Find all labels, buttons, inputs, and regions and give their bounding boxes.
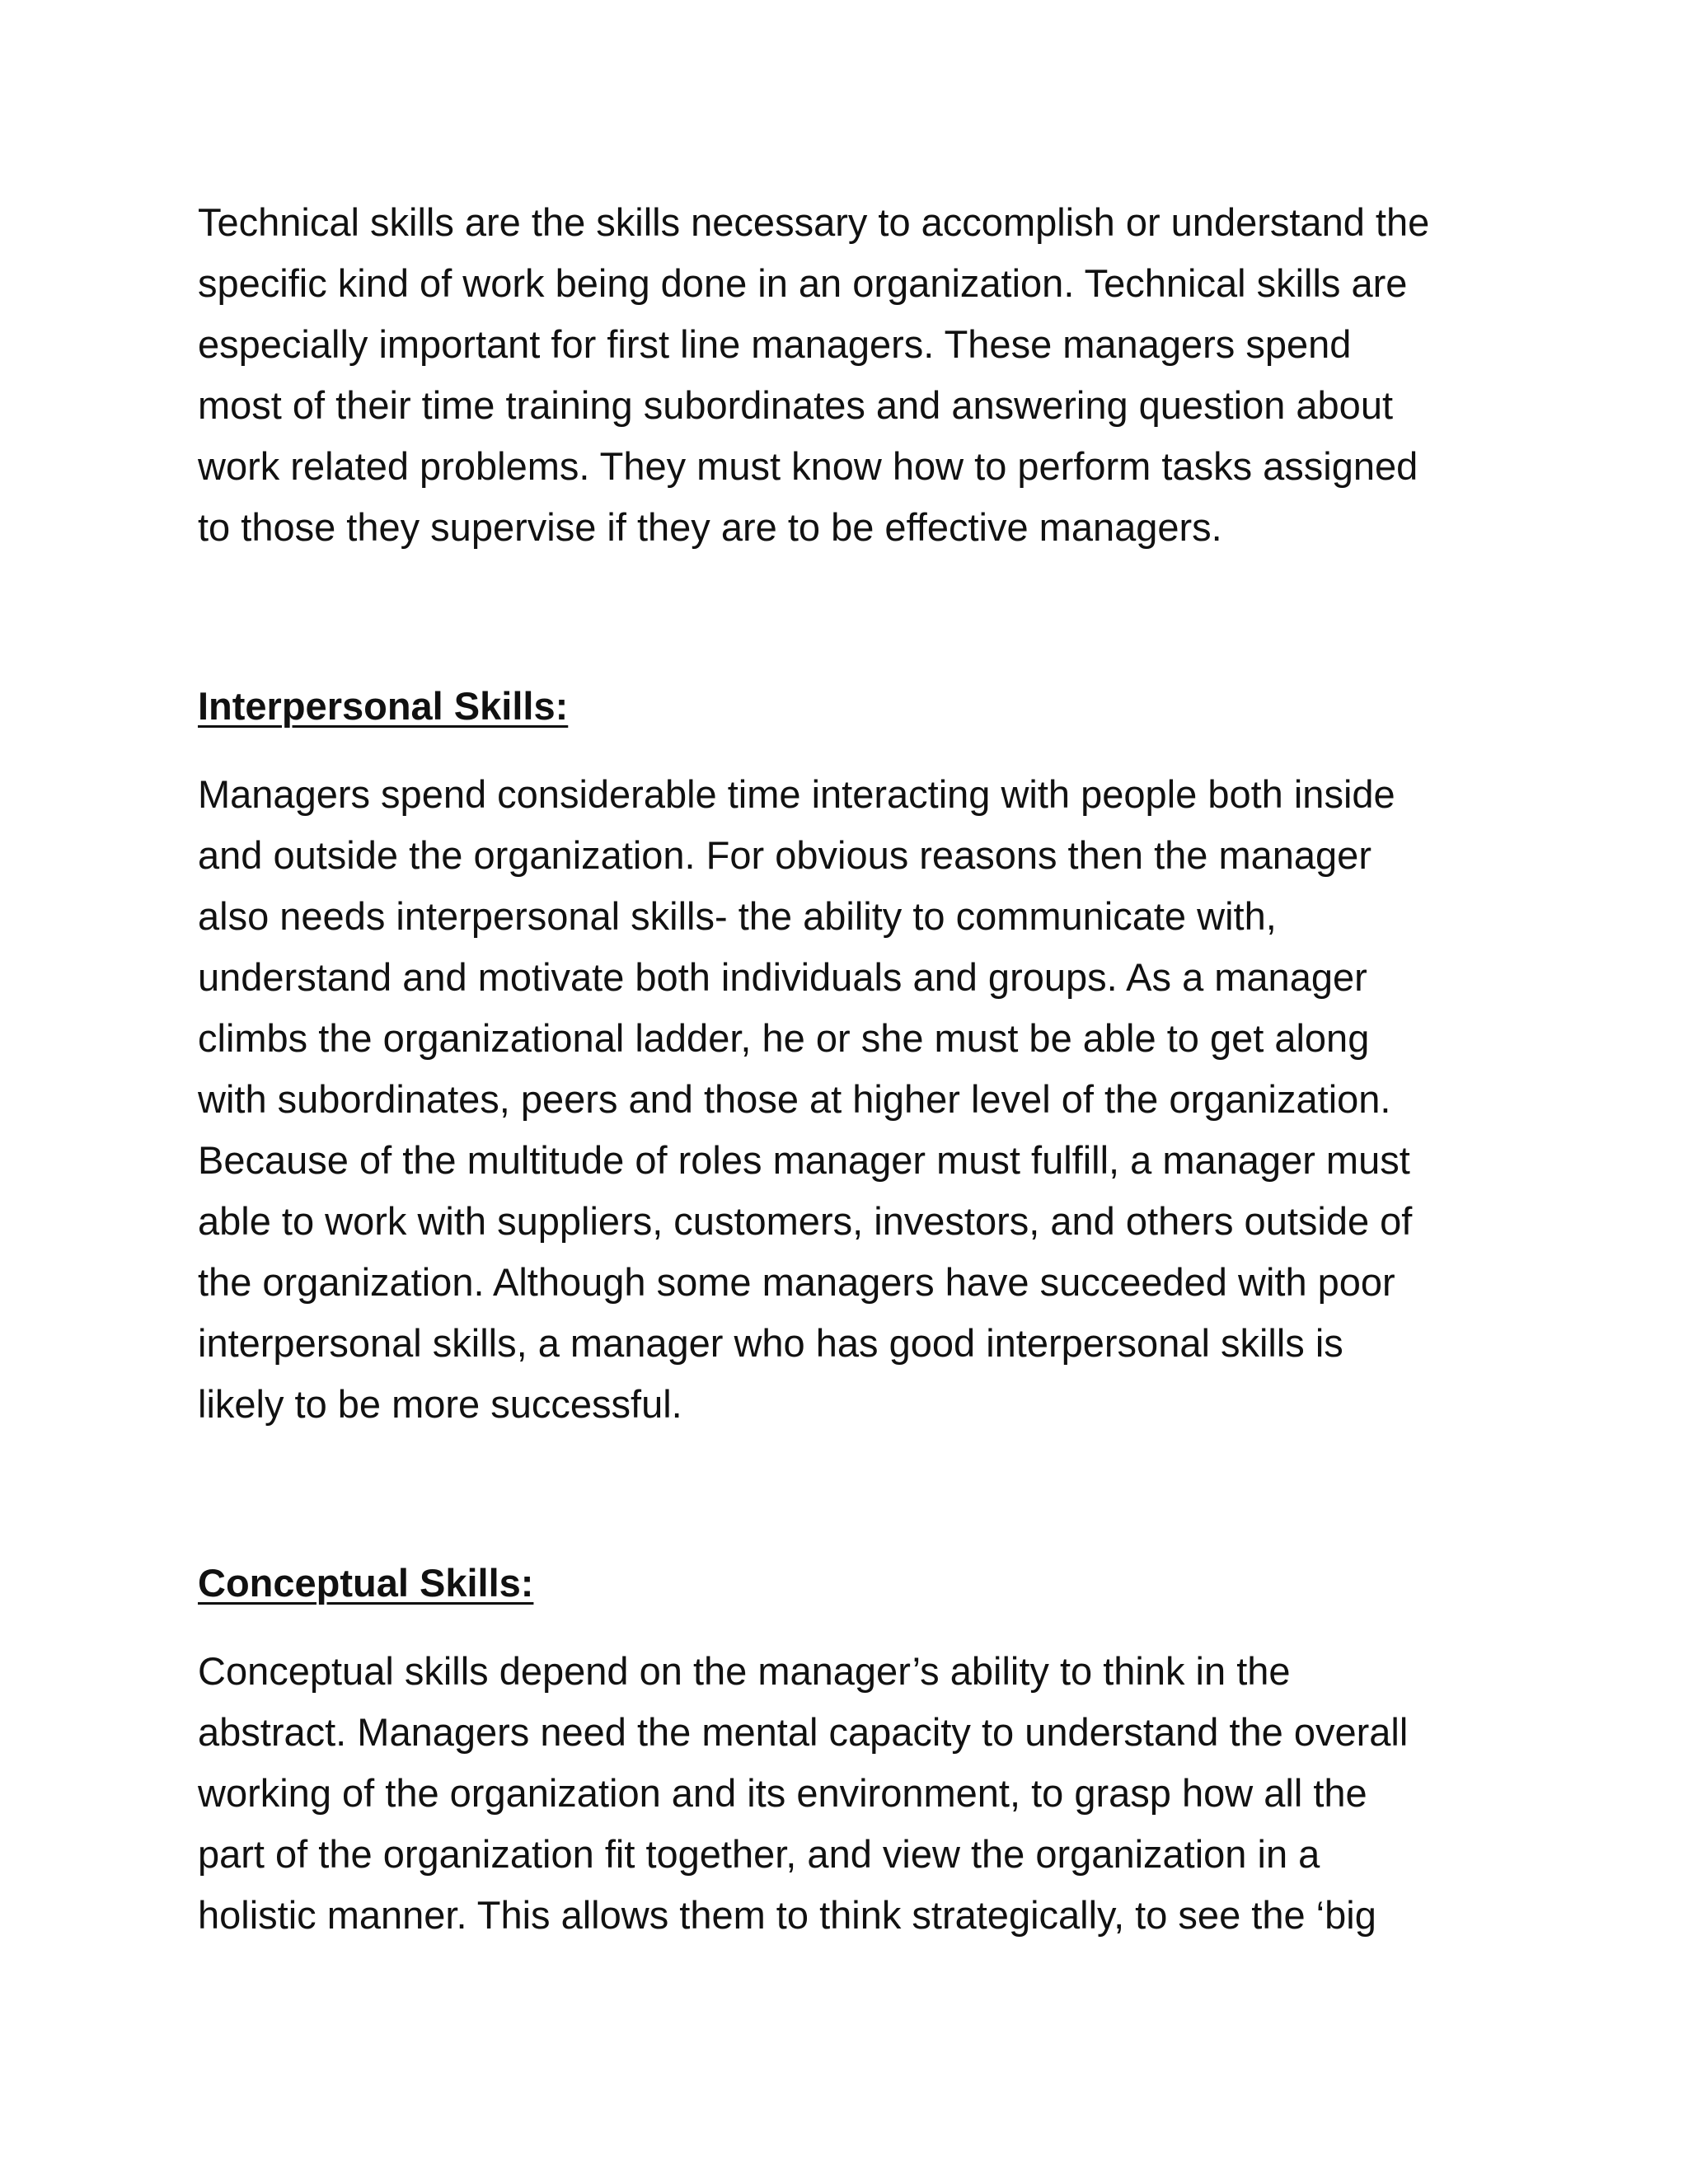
- paragraph-line: also needs interpersonal skills- the ability to communicate with,: [198, 894, 1277, 938]
- paragraph-line: especially important for first line managers. These managers spend: [198, 322, 1352, 366]
- paragraph-line: able to work with suppliers, customers, investors, and others outside of: [198, 1199, 1413, 1243]
- paragraph-line: with subordinates, peers and those at higher level of the organization.: [198, 1077, 1391, 1121]
- paragraph-line: likely to be more successful.: [198, 1382, 682, 1426]
- paragraph-line: work related problems. They must know how to perform tasks assigned: [198, 444, 1418, 488]
- paragraph-line: Managers spend considerable time interacting with people both inside: [198, 772, 1395, 816]
- paragraph-line: Because of the multitude of roles manager must fulfill, a manager must: [198, 1138, 1410, 1182]
- paragraph-line: and outside the organization. For obvious reasons then the manager: [198, 833, 1372, 877]
- paragraph-line: interpersonal skills, a manager who has good interpersonal skills is: [198, 1321, 1343, 1365]
- paragraph-line: Technical skills are the skills necessary to accomplish or understand the: [198, 200, 1430, 244]
- conceptual-skills-heading: Conceptual Skills:: [198, 1561, 534, 1605]
- interpersonal-skills-heading: Interpersonal Skills:: [198, 684, 569, 728]
- paragraph-line: abstract. Managers need the mental capacity to understand the overall: [198, 1710, 1409, 1754]
- paragraph-line: to those they supervise if they are to be effective managers.: [198, 505, 1222, 549]
- paragraph-line: understand and motivate both individuals and groups. As a manager: [198, 955, 1367, 999]
- paragraph-line: Conceptual skills depend on the manager’s ability to think in the: [198, 1649, 1291, 1693]
- paragraph-line: most of their time training subordinates and answering question about: [198, 383, 1394, 427]
- paragraph-line: part of the organization fit together, and view the organization in a: [198, 1832, 1320, 1876]
- paragraph-line: holistic manner. This allows them to think strategically, to see the ‘big: [198, 1893, 1376, 1937]
- paragraph-line: working of the organization and its environment, to grasp how all the: [198, 1771, 1367, 1815]
- paragraph-line: climbs the organizational ladder, he or she must be able to get along: [198, 1016, 1370, 1060]
- paragraph-line: specific kind of work being done in an organization. Technical skills are: [198, 261, 1408, 305]
- paragraph-line: the organization. Although some managers have succeeded with poor: [198, 1260, 1395, 1304]
